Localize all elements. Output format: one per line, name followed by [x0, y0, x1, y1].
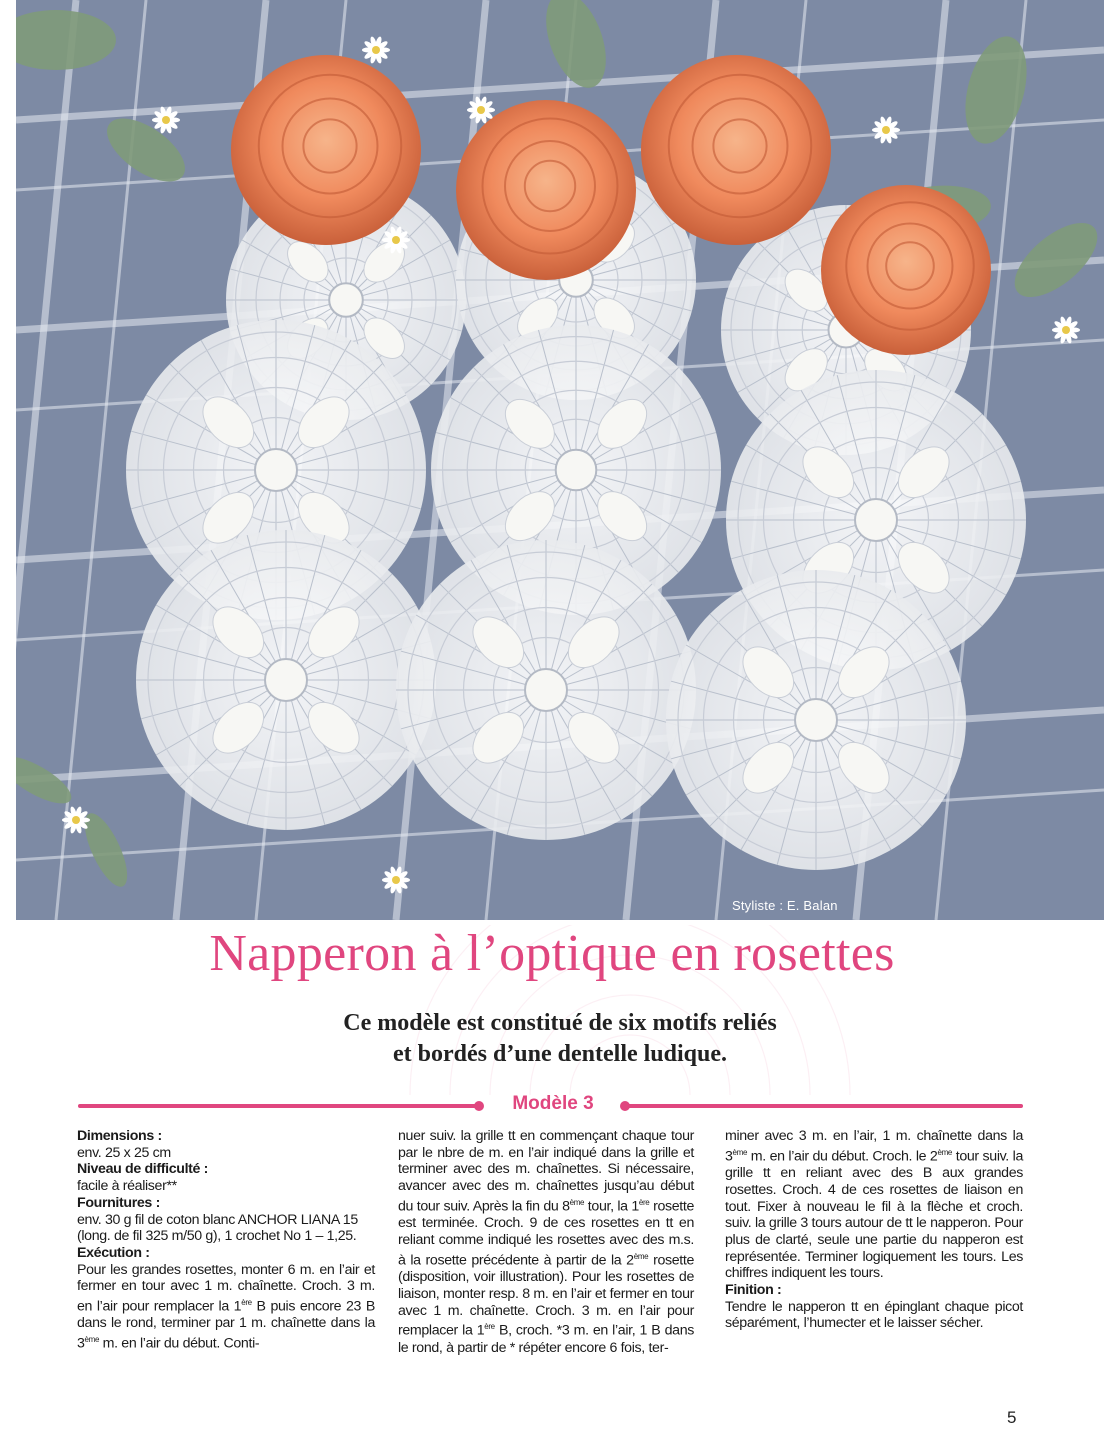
column-3 [725, 1128, 1023, 1332]
ordinal-superscript: ère [638, 1197, 650, 1207]
stylist-credit: Styliste : E. Balan [732, 898, 838, 913]
difficulty-heading: Niveau de difficulté : [77, 1161, 209, 1178]
model-divider-left [78, 1104, 478, 1108]
subtitle-line-2: et bordés d’une dentelle ludique. [392, 1041, 728, 1067]
rosette-center [556, 450, 597, 491]
rosette-center [525, 669, 567, 711]
rosette-motif [136, 530, 436, 830]
rosette-center [329, 283, 363, 317]
rosette-center [265, 659, 307, 701]
rosette-center [255, 449, 297, 491]
page-number: 5 [1007, 1408, 1017, 1427]
model-divider-right [627, 1104, 1023, 1108]
supplies-heading: Fournitures : [77, 1194, 160, 1211]
daisy-center [392, 236, 400, 244]
daisy-center [162, 116, 170, 124]
rosette-center [855, 499, 897, 541]
instructions-text [398, 1128, 694, 1356]
execution-text-part: B puis encore 23 B dans le rond, terminer par 1 m. chaînette dans la 3 [77, 1298, 375, 1352]
rosette-motif [666, 570, 966, 870]
daisy-center [1062, 326, 1070, 334]
instructions-text [725, 1128, 1023, 1282]
instructions-text-part: B, croch. *3 m. en l’air, 1 B dans le rond, à partir de * répéter encore 6 fois, ter- [398, 1322, 694, 1356]
daisy-center [392, 876, 400, 884]
finish-heading: Finition : [725, 1282, 782, 1299]
ordinal-superscript: ème [84, 1335, 100, 1345]
doily-photo [16, 0, 1104, 920]
column-1 [77, 1128, 375, 1353]
execution-text [77, 1262, 375, 1353]
instructions-text-part: m. en l’air du début. Croch. le 2 [747, 1148, 938, 1165]
daisy-center [882, 126, 890, 134]
ordinal-superscript: ème [633, 1251, 649, 1261]
dimensions-heading: Dimensions : [77, 1128, 162, 1144]
rose [231, 55, 421, 245]
daisy-center [372, 46, 380, 54]
difficulty-text: facile à réaliser** [77, 1178, 177, 1195]
subtitle-line-1: Ce modèle est constitué de six motifs reliés [343, 1010, 777, 1036]
finish-text: Tendre le napperon tt en épinglant chaque picot séparément, l’humecter et le laisser sécher. [725, 1298, 1023, 1332]
rosette-center [795, 699, 837, 741]
ordinal-superscript: ère [241, 1298, 252, 1308]
execution-text-part: Pour les grandes rosettes, monter 6 m. en l’air et fermer en tour avec 1 m. chaînette. Croch. 3 m. en l’air pour remplacer la 1 [77, 1261, 375, 1315]
supplies-text: env. 30 g fil de coton blanc ANCHOR LIANA 15 (long. de fil 325 m/50 g), 1 crochet No 1 – 1,25. [77, 1211, 358, 1245]
instructions-text-part: tour suiv. la grille tt en reliant avec des B aux grandes rosettes. Croch. 4 de ces rosettes de liaison en tout. Fixer à nouveau le fil à la flèche et croch. suiv. la grille 3 tours autour de tt le napperon. Pour plus de clarté, seule une partie du napperon est représentée. Terminer logiquement les tours. Les chiffres indiquent les tours. [725, 1148, 1023, 1282]
column-2 [398, 1128, 694, 1356]
instructions-text-part: nuer suiv. la grille tt en commençant chaque tour par le nbre de m. en l’air indiqué dans la grille et terminer avec des m. chaînettes. Si nécessaire, avancer avec des m. chaînettes jusqu’au début du tour suiv. Après la fin du 8 [398, 1128, 694, 1215]
doily-photo-illustration [16, 0, 1104, 920]
execution-heading: Exécution : [77, 1244, 150, 1261]
daisy-center [477, 106, 485, 114]
model-label: Modèle 3 [512, 1093, 594, 1114]
ordinal-superscript: ème [569, 1197, 585, 1207]
instructions-text-part: rosette est terminée. Croch. 9 de ces rosettes en tt en reliant comme indiqué les rosettes avec des m.s. à la rosette précédente à partir de la 2 [398, 1198, 694, 1269]
ordinal-superscript: ème [732, 1147, 748, 1157]
rose [641, 55, 831, 245]
dimensions-text: env. 25 x 25 cm [77, 1144, 171, 1161]
instructions-text-part: miner avec 3 m. en l’air, 1 m. chaînette dans la 3 [725, 1128, 1023, 1165]
ordinal-superscript: ème [937, 1147, 952, 1157]
execution-text-part: m. en l’air du début. Conti- [99, 1335, 260, 1352]
divider-dot-left [474, 1101, 484, 1111]
rose [821, 185, 991, 355]
page-title: Napperon à l’optique en rosettes [209, 925, 895, 982]
daisy-center [72, 816, 80, 824]
instructions-text-part: tour, la 1 [584, 1198, 639, 1215]
rosette-motif [396, 540, 696, 840]
instructions-text-part: rosette (disposition, voir illustration). Pour les rosettes de liaison, monter resp. 8 m. en l’air et fermer en tour avec 1 m. chaînette. Croch. 3 m. en l’air pour remplacer la 1 [398, 1252, 695, 1339]
ordinal-superscript: ère [484, 1322, 495, 1332]
rose [456, 100, 636, 280]
